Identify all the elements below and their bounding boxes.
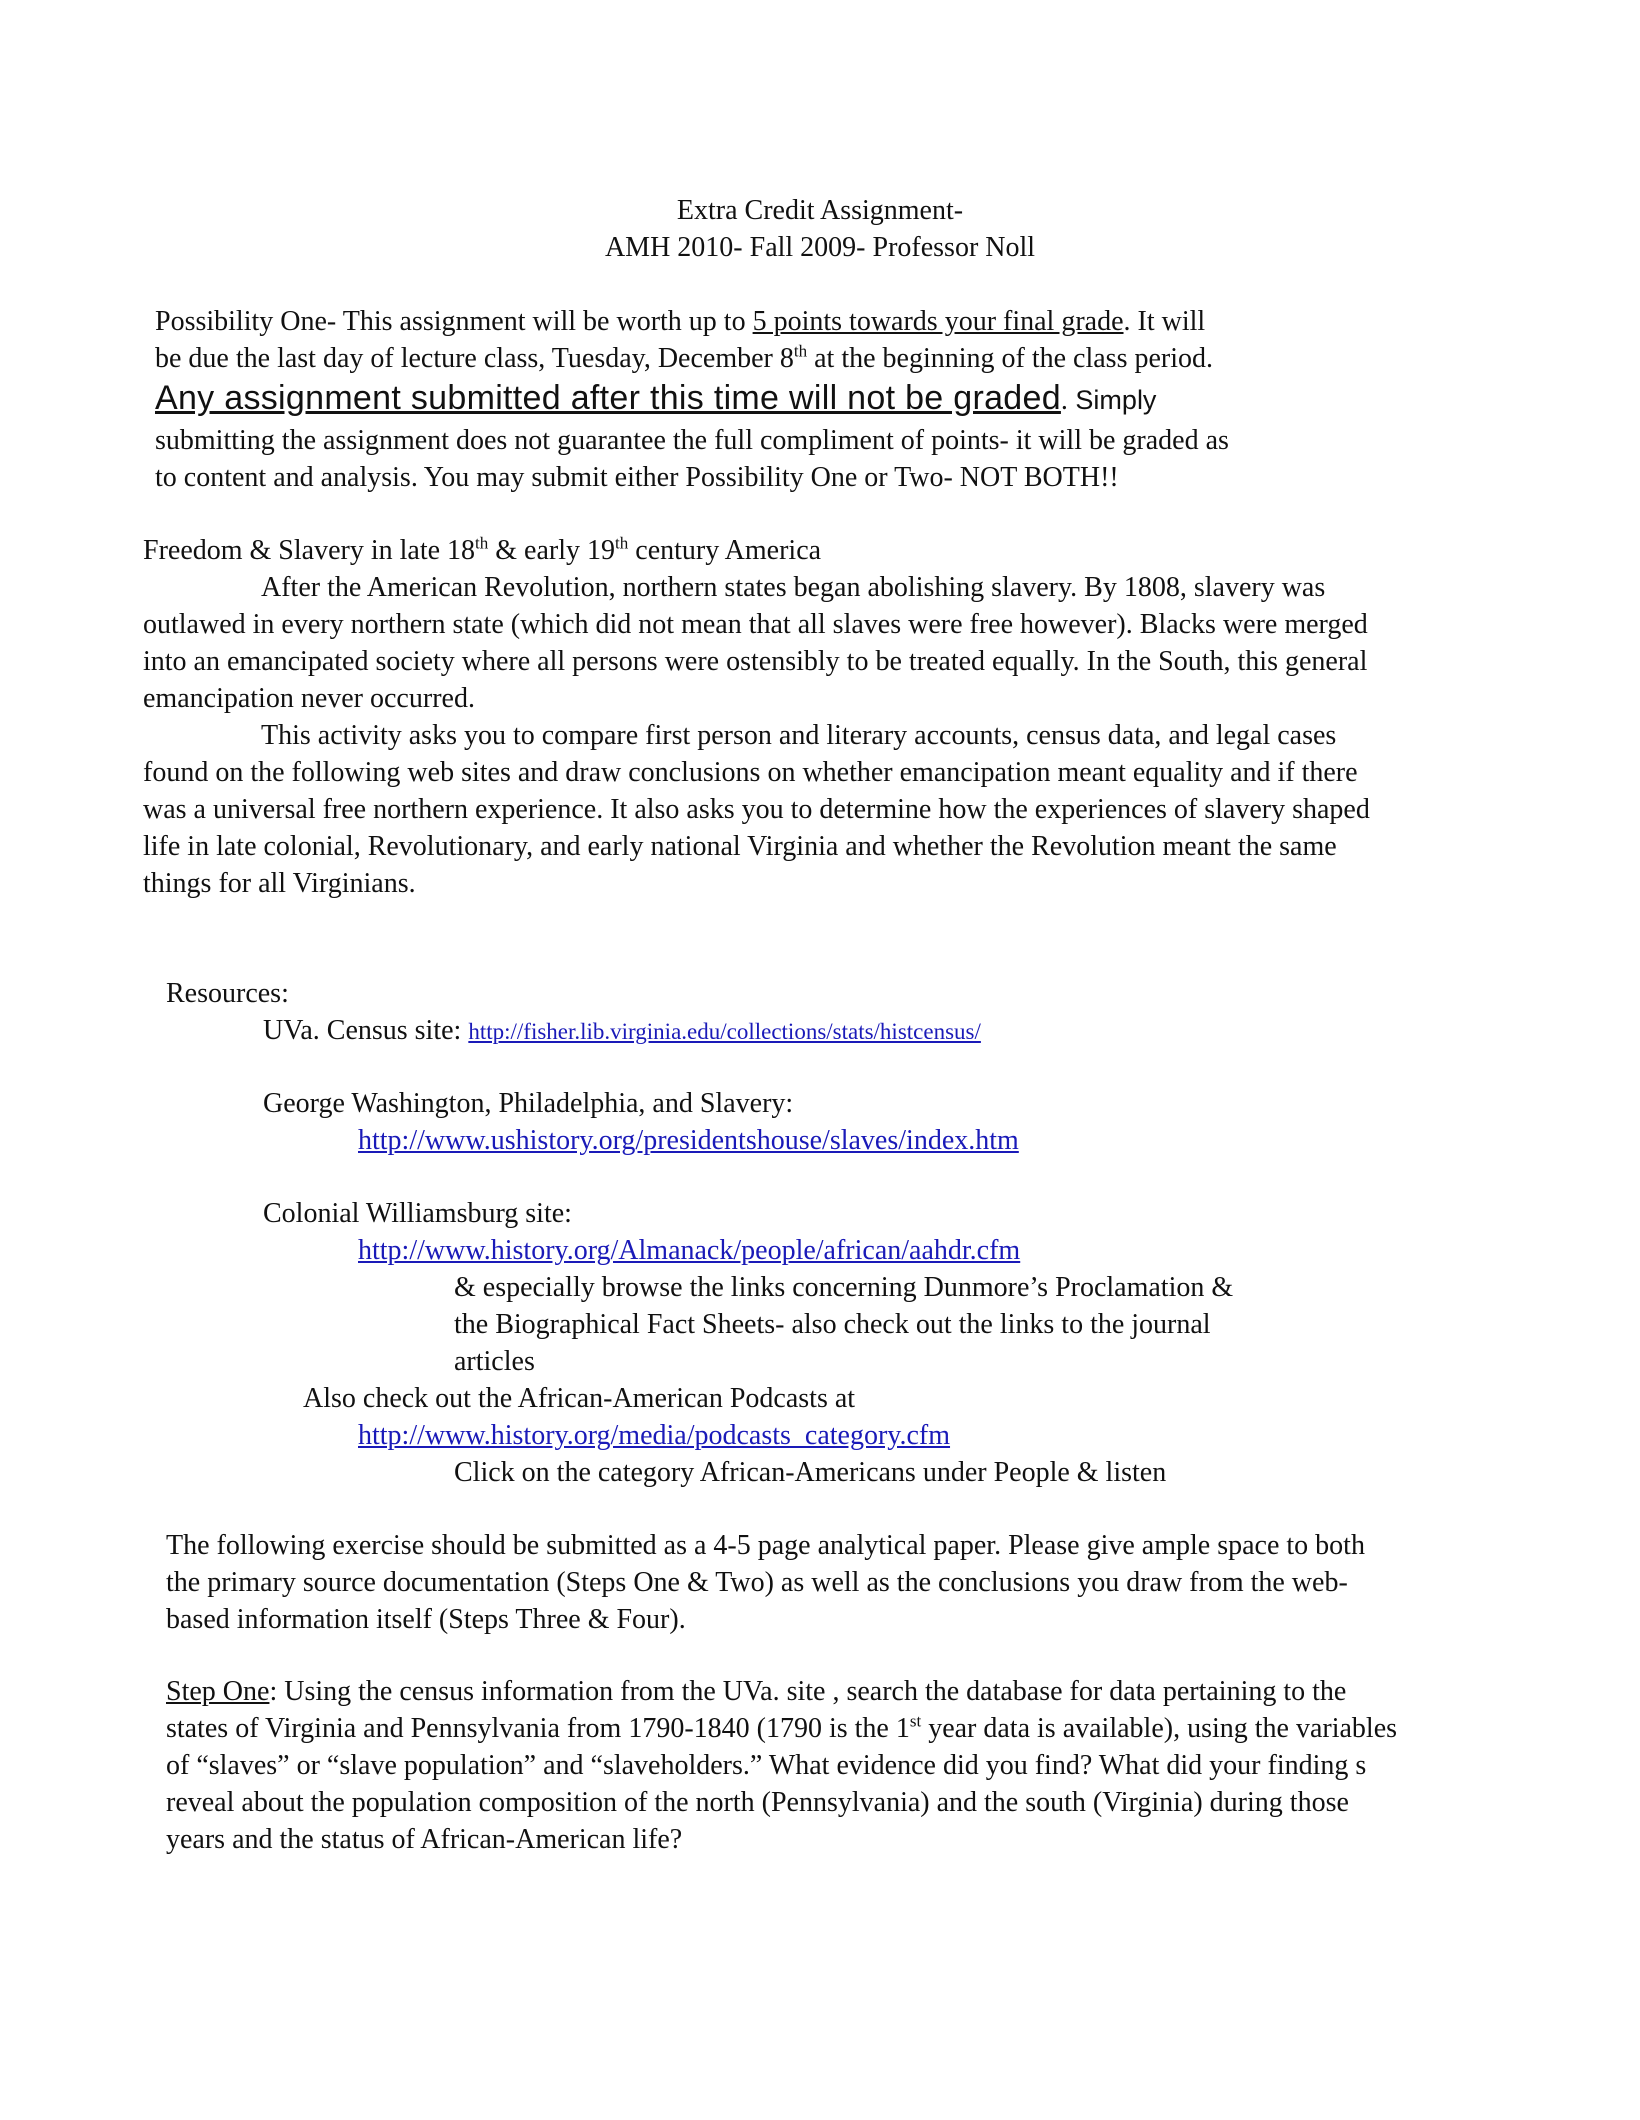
cw-note-line-2: the Biographical Fact Sheets- also check out the links to the journal xyxy=(454,1309,1211,1340)
resources-heading: Resources: xyxy=(166,978,289,1009)
census-link[interactable]: http://fisher.lib.virginia.edu/collections/stats/histcensus/ xyxy=(468,1019,981,1044)
gw-link[interactable]: http://www.ushistory.org/presidentshouse/slaves/index.htm xyxy=(358,1125,1019,1156)
cw-note-line-3: articles xyxy=(454,1346,535,1377)
gw-link-row xyxy=(358,1122,1019,1159)
cw-link[interactable]: http://www.history.org/Almanack/people/african/aahdr.cfm xyxy=(358,1235,1021,1266)
census-resource: UVa. Census site: http://fisher.lib.virginia.edu/collections/stats/histcensus/ xyxy=(263,1015,981,1046)
possibility-one-paragraph xyxy=(155,303,1415,496)
cw-resource-label: Colonial Williamsburg site: xyxy=(263,1198,572,1229)
possibility-line-1: Possibility One- This assignment will be worth up to 5 points towards your final grade. It will xyxy=(155,306,1206,337)
cw-note-line-1: & especially browse the links concerning Dunmore’s Proclamation & xyxy=(454,1272,1234,1303)
step-one-label: Step One xyxy=(166,1676,270,1707)
podcast-label: Also check out the African-American Podcasts at xyxy=(303,1383,856,1414)
possibility-line-4: submitting the assignment does not guarantee the full compliment of points- it will be graded as xyxy=(155,425,1229,456)
freedom-slavery-section xyxy=(143,532,1403,902)
gw-resource-label: George Washington, Philadelphia, and Slavery: xyxy=(263,1088,794,1119)
step-one-paragraph: Step One: Using the census information from the UVa. site , search the database for data pertaining to the states of Virginia and Pennsylvania from 1790-1840 (1790 is the 1st year data is available), using the variables of “slaves” or “slave population” and “slaveholders.” What evidence did you find? What did your finding s reveal about the population composition of the north (Pennsylvania) and the south (Virginia) during those years and the status of African-American life? xyxy=(166,1676,1398,1855)
podcast-note: Click on the category African-Americans under People & listen xyxy=(454,1457,1167,1488)
possibility-line-3: Any assignment submitted after this time will not be graded. Simply xyxy=(155,379,1157,417)
document-title: Extra Credit Assignment- xyxy=(676,195,964,226)
intro-paragraph-1: After the American Revolution, northern states began abolishing slavery. By 1808, slavery was outlawed in every northern state (which did not mean that all slaves were free however). Blacks were merged into an emancipated society where all persons were ostensibly to be treated equally. In the South, this general emancipation never occurred. xyxy=(143,572,1368,714)
possibility-line-2: be due the last day of lecture class, Tuesday, December 8th at the beginning of the class period. xyxy=(155,341,1213,374)
intro-paragraph-2: This activity asks you to compare first person and literary accounts, census data, and legal cases found on the following web sites and draw conclusions on whether emancipation meant equality and if there was a universal free northern experience. It also asks you to determine how the experiences of slavery shaped life in late colonial, Revolutionary, and early national Virginia and whether the Revolution meant the same things for all Virginians. xyxy=(143,720,1370,899)
deadline-warning: Any assignment submitted after this time will not be graded xyxy=(155,379,1061,417)
exercise-paragraph: The following exercise should be submitted as a 4-5 page analytical paper. Please give ample space to both the primary source documentation (Steps One & Two) as well as the conclusions you draw from the web-based information itself (Steps Three & Four). xyxy=(166,1530,1365,1635)
cw-link-row xyxy=(358,1232,1020,1269)
document-subtitle: AMH 2010- Fall 2009- Professor Noll xyxy=(604,232,1036,263)
possibility-line-5: to content and analysis. You may submit either Possibility One or Two- NOT BOTH!! xyxy=(155,462,1119,493)
podcast-link-row xyxy=(358,1417,950,1454)
section-heading: Freedom & Slavery in late 18th & early 19th century America xyxy=(143,533,822,566)
points-emphasis: 5 points towards your final grade xyxy=(752,306,1124,337)
podcast-link[interactable]: http://www.history.org/media/podcasts_category.cfm xyxy=(358,1420,951,1451)
